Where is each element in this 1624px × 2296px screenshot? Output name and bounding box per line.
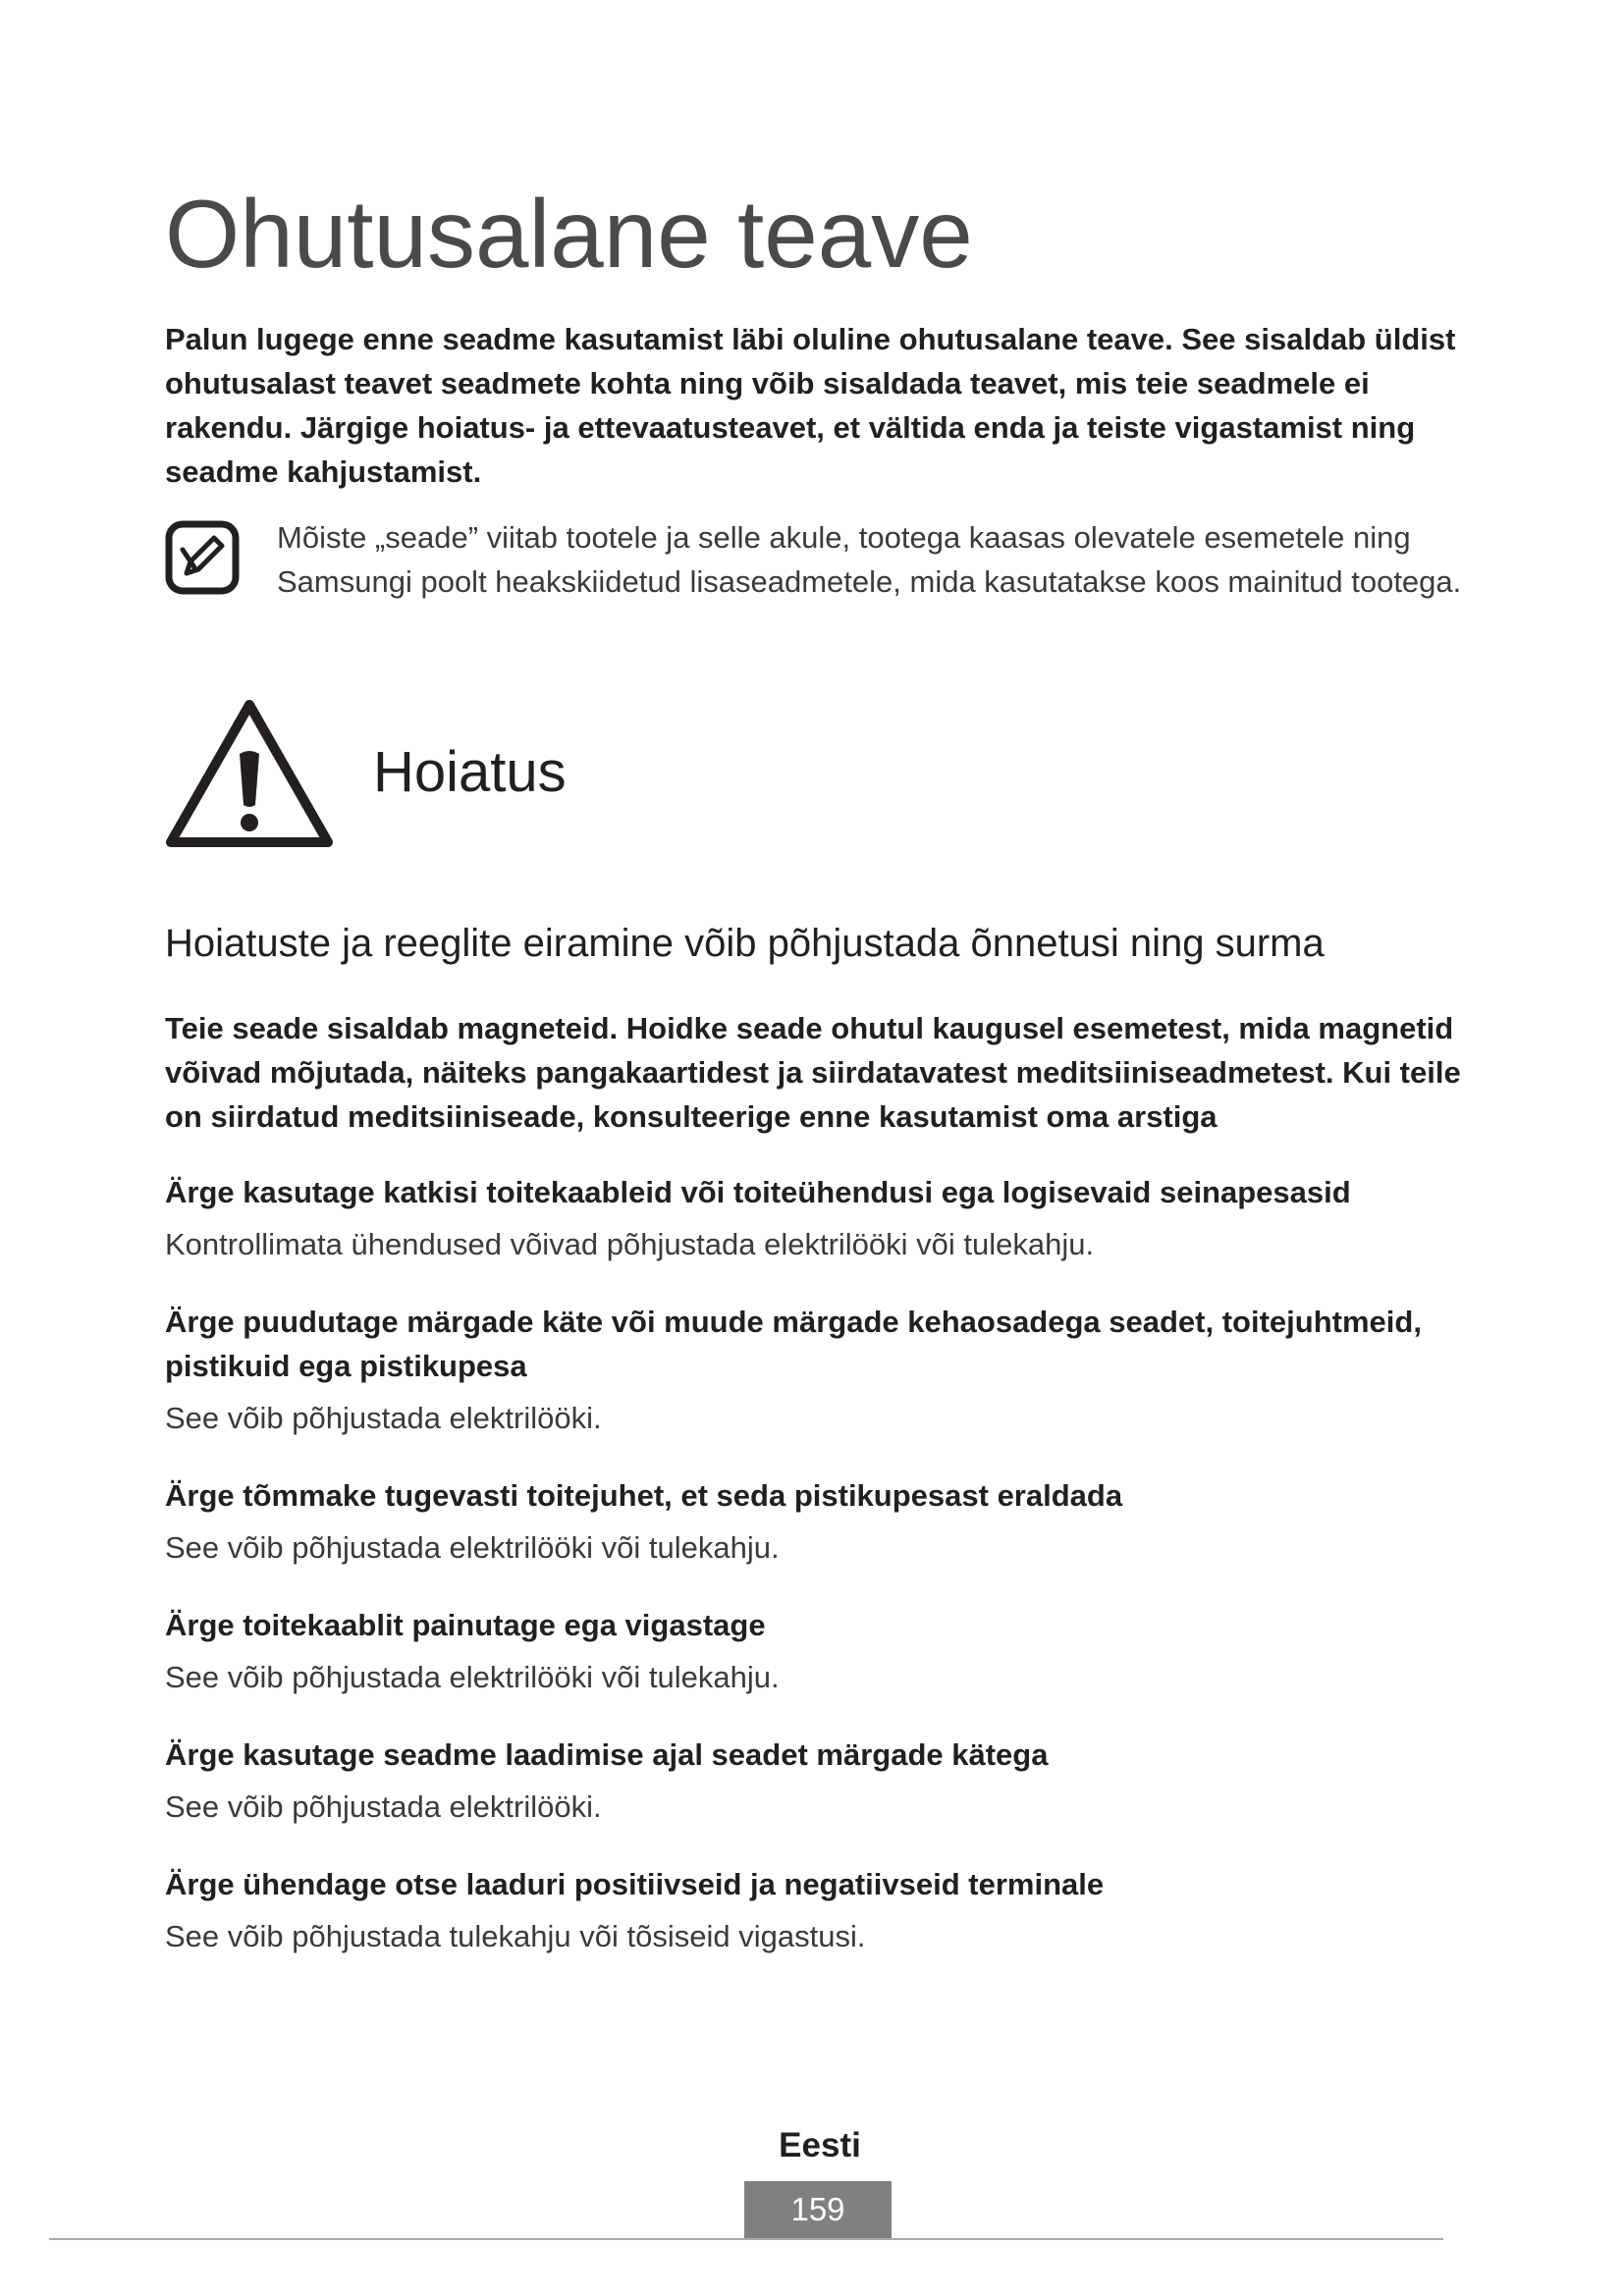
warning-title: Hoiatus bbox=[373, 740, 567, 804]
warning-item-text: See võib põhjustada elektrilööki või tulekahju. bbox=[165, 1660, 780, 1694]
warning-item-heading: Ärge tõmmake tugevasti toitejuhet, et seda pistikupesast eraldada bbox=[165, 1478, 1123, 1513]
warning-item bbox=[165, 1603, 1481, 1699]
warning-item-heading: Ärge kasutage seadme laadimise ajal seadet märgade kätega bbox=[165, 1737, 1049, 1772]
warning-item-text: Kontrollimata ühendused võivad põhjustada elektrilööki või tulekahju. bbox=[165, 1227, 1095, 1261]
page-title: Ohutusalane teave bbox=[165, 180, 973, 288]
warning-item bbox=[165, 1170, 1481, 1266]
warning-item-text: See võib põhjustada elektrilööki. bbox=[165, 1401, 602, 1435]
warning-item-heading: Ärge kasutage katkisi toitekaableid või toiteühendusi ega logisevaid seinapesasid bbox=[165, 1175, 1351, 1209]
warning-item bbox=[165, 1473, 1481, 1570]
note-text: Mõiste „seade” viitab tootele ja selle akule, tootega kaasas olevatele esemetele ning Samsungi poolt heakskiidetud lisaseadmetele, mida kasutatakse koos mainitud tootega. bbox=[277, 520, 1462, 599]
warning-item-text: See võib põhjustada elektrilööki või tulekahju. bbox=[165, 1530, 780, 1565]
warning-item bbox=[165, 1862, 1481, 1958]
note-pencil-icon bbox=[165, 520, 240, 595]
warning-item-heading: Ärge puudutage märgade käte või muude märgade kehaosadega seadet, toitejuhtmeid, pistikuid ega pistikupesa bbox=[165, 1305, 1422, 1383]
warning-item bbox=[165, 1733, 1481, 1829]
page-number-badge: 159 bbox=[744, 2181, 892, 2238]
footer-divider bbox=[49, 2238, 1443, 2240]
warning-item bbox=[165, 1300, 1481, 1440]
warning-item-text: See võib põhjustada elektrilööki. bbox=[165, 1789, 602, 1824]
warning-item-heading: Ärge ühendage otse laaduri positiivseid ja negatiivseid terminale bbox=[165, 1867, 1105, 1901]
section-title: Hoiatuste ja reeglite eiramine võib põhjustada õnnetusi ning surma bbox=[165, 922, 1325, 965]
footer-language: Eesti bbox=[779, 2126, 861, 2164]
warning-item-text: See võib põhjustada tulekahju või tõsiseid vigastusi. bbox=[165, 1919, 866, 1953]
warning-item-heading: Ärge toitekaablit painutage ega vigastage bbox=[165, 1608, 766, 1642]
magnet-warning: Teie seade sisaldab magneteid. Hoidke seade ohutul kaugusel esemetest, mida magnetid võivad mõjutada, näiteks pangakaartidest ja siirdatavatest meditsiiniseadmetest. Kui teile on siirdatud meditsiiniseade, konsulteerige enne kasutamist oma arstiga bbox=[165, 1011, 1461, 1134]
warning-triangle-icon bbox=[165, 697, 334, 850]
warning-list bbox=[165, 1170, 1481, 1992]
intro-paragraph: Palun lugege enne seadme kasutamist läbi oluline ohutusalane teave. See sisaldab üldist ohutusalast teavet seadmete kohta ning võib sisaldada teavet, mis teie seadmele ei rakendu. Järgige hoiatus- ja ettevaatusteavet, et vältida enda ja teiste vigastamist ning seadme kahjustamist. bbox=[165, 322, 1456, 489]
